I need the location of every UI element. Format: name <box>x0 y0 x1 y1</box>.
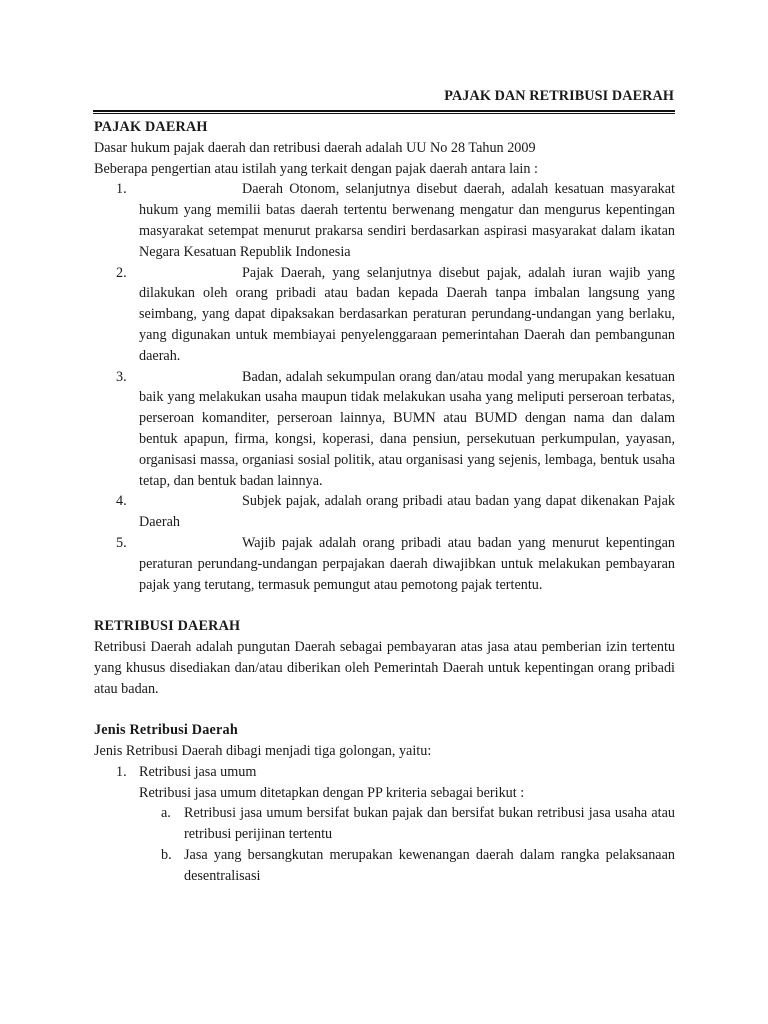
list-item <box>94 179 675 262</box>
jenis-item-1-title: Retribusi jasa umum <box>139 763 257 780</box>
retribusi-definition: Retribusi Daerah adalah pungutan Daerah sebagai pembayaran atas jasa atau pemberian izin tertentu yang khusus disediakan dan/atau diberikan oleh Pemerintah Daerah untuk kepentingan orang pribadi atau badan. <box>94 638 675 697</box>
section-spacer <box>94 595 675 616</box>
document-body <box>94 117 675 886</box>
list-letter: b. <box>161 846 172 863</box>
header-double-rule <box>93 110 675 114</box>
section-spacer <box>94 699 675 720</box>
list-item-text: Pajak Daerah, yang selanjutnya disebut pajak, adalah iuran wajib yang dilakukan oleh orang pribadi atau badan kepada Daerah tanpa imbalan langsung yang seimbang, yang dapat dipaksakan berdasarkan peraturan perundang-undangan yang berlaku, yang digunakan untuk membiayai penyelenggaraan pemerintahan Daerah dan pembangunan daerah. <box>139 264 675 364</box>
list-number: 1. <box>116 763 127 780</box>
list-item <box>94 263 675 367</box>
list-item-text: Subjek pajak, adalah orang pribadi atau badan yang dapat dikenakan Pajak Daerah <box>139 493 675 531</box>
list-item-text: Retribusi jasa umum bersifat bukan pajak dan bersifat bukan retribusi jasa usaha atau retribusi perijinan tertentu <box>184 805 675 843</box>
list-item-text: Jasa yang bersangkutan merupakan kewenangan daerah dalam rangka pelaksanaan desentralisasi <box>184 846 675 884</box>
list-item <box>94 367 675 492</box>
list-number: 4. <box>116 493 127 510</box>
list-number: 1. <box>116 181 127 198</box>
list-item <box>94 491 675 533</box>
page-header-title: PAJAK DAN RETRIBUSI DAERAH <box>444 88 674 104</box>
pajak-legal-basis: Dasar hukum pajak daerah dan retribusi daerah adalah UU No 28 Tahun 2009 <box>94 139 536 156</box>
jenis-heading: Jenis Retribusi Daerah <box>94 722 238 739</box>
list-number: 2. <box>116 264 127 281</box>
list-item <box>94 533 675 595</box>
pajak-heading: PAJAK DAERAH <box>94 119 208 135</box>
pajak-definitions-list <box>94 179 675 595</box>
jenis-item-1-description: Retribusi jasa umum ditetapkan dengan PP kriteria sebagai berikut : <box>139 784 525 801</box>
pajak-intro: Beberapa pengertian atau istilah yang terkait dengan pajak daerah antara lain : <box>94 160 538 177</box>
jenis-intro: Jenis Retribusi Daerah dibagi menjadi tiga golongan, yaitu: <box>94 742 432 759</box>
jenis-item-1 <box>94 762 675 783</box>
list-item-text: Daerah Otonom, selanjutnya disebut daerah, adalah kesatuan masyarakat hukum yang memilii batas daerah tertentu berwenang mengatur dan mengurus kepentingan masyarakat setempat menurut prakarsa sendiri berdasarkan aspirasi masyarakat dalam ikatan Negara Kesatuan Republik Indonesia <box>139 181 675 260</box>
list-item <box>94 845 675 887</box>
list-item-text: Badan, adalah sekumpulan orang dan/atau modal yang merupakan kesatuan baik yang melakukan usaha maupun tidak melakukan usaha yang meliputi perseroan terbatas, perseroan komanditer, perseroan lainnya, BUMN atau BUMD dengan nama dan dalam bentuk apapun, firma, kongsi, koperasi, dana pensiun, persekutuan perkumpulan, yayasan, organisasi massa, organiasi sosial politik, atau organisasi yang sejenis, lembaga, bentuk usaha tetap, dan bentuk badan lainnya. <box>139 368 675 489</box>
retribusi-heading: RETRIBUSI DAERAH <box>94 618 241 635</box>
list-letter: a. <box>161 805 171 822</box>
list-item <box>94 803 675 845</box>
list-number: 3. <box>116 368 127 385</box>
jenis-criteria-list <box>94 803 675 886</box>
list-item-text: Wajib pajak adalah orang pribadi atau badan yang menurut kepentingan peraturan perundang-undangan perpajakan daerah diwajibkan untuk melakukan pembayaran pajak yang terutang, termasuk pemungut atau pemotong pajak tertentu. <box>139 534 675 593</box>
list-number: 5. <box>116 534 127 551</box>
